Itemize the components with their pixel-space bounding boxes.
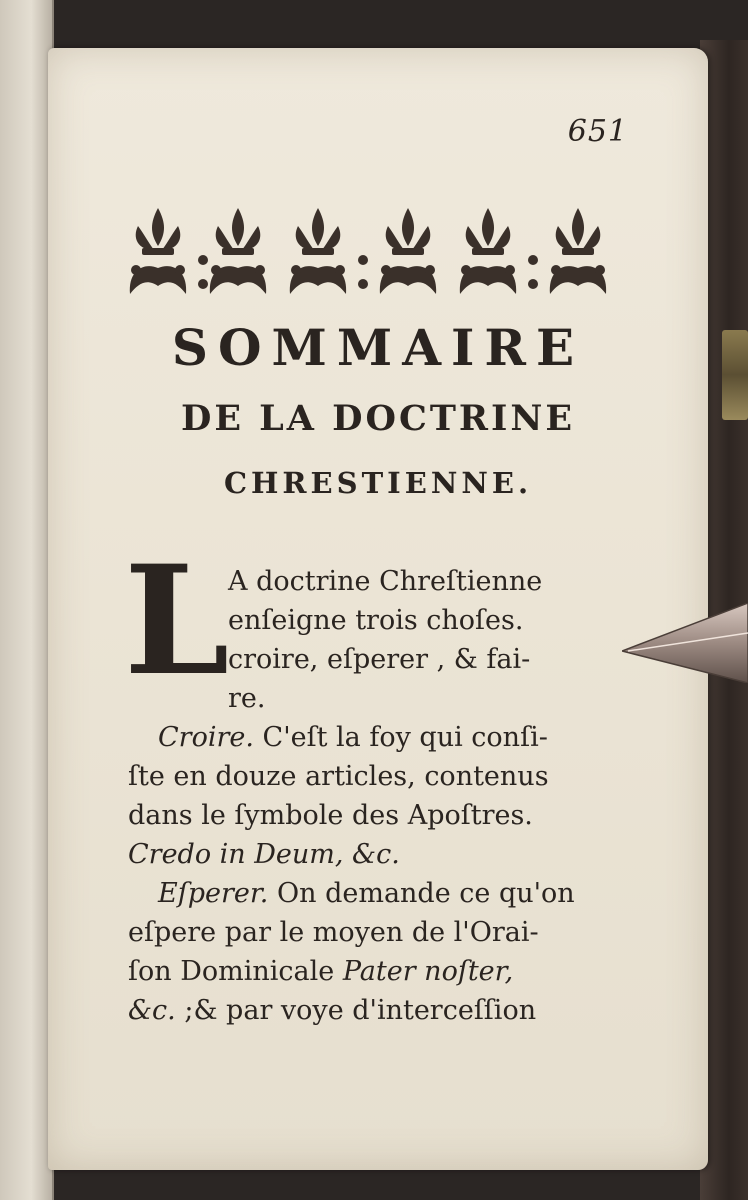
- text-line: eſpere par le moyen de l'Orai-: [128, 917, 539, 948]
- text-line: re.: [228, 683, 266, 714]
- fleur-de-lis-border-icon: [128, 198, 628, 308]
- text-line: dans le ſymbole des Apoſtres.: [128, 800, 533, 831]
- esperer-label: Eſperer.: [158, 878, 269, 909]
- drop-cap: L: [124, 533, 230, 709]
- book-page: [48, 48, 708, 1170]
- text-line: [128, 874, 628, 913]
- text-line: croire, eſperer , & fai-: [228, 644, 531, 675]
- page-subtitle: DE LA DOCTRINE: [180, 398, 576, 439]
- text-line: enſeigne trois choſes.: [228, 605, 524, 636]
- facing-page-edge: [0, 0, 54, 1200]
- page-title: SOMMAIRE: [171, 318, 585, 377]
- last-line-text: ;& par voye d'interceſſion: [184, 995, 537, 1026]
- text-line: ſte en douze articles, contenus: [128, 761, 549, 792]
- croire-label: Croire.: [158, 722, 254, 753]
- text-line: [128, 991, 628, 1030]
- text-line: [128, 718, 628, 757]
- page-number: 651: [567, 114, 628, 149]
- clasp: [722, 330, 748, 420]
- esperer-text: ſon Dominicale: [128, 956, 335, 987]
- pater-text: Pater noſter,: [342, 956, 514, 987]
- body-text: [128, 562, 628, 1030]
- etc-text: &c.: [128, 995, 176, 1026]
- page-subtitle-2: CHRESTIENNE.: [223, 466, 533, 500]
- esperer-text: On demande ce qu'on: [276, 878, 575, 909]
- credo-line: Credo in Deum, &c.: [128, 839, 400, 870]
- metal-pointer-icon: [622, 603, 748, 683]
- croire-text: C'eſt la foy qui conſi-: [262, 722, 548, 753]
- text-line: A doctrine Chreſtienne: [228, 566, 543, 597]
- text-line: [128, 952, 628, 991]
